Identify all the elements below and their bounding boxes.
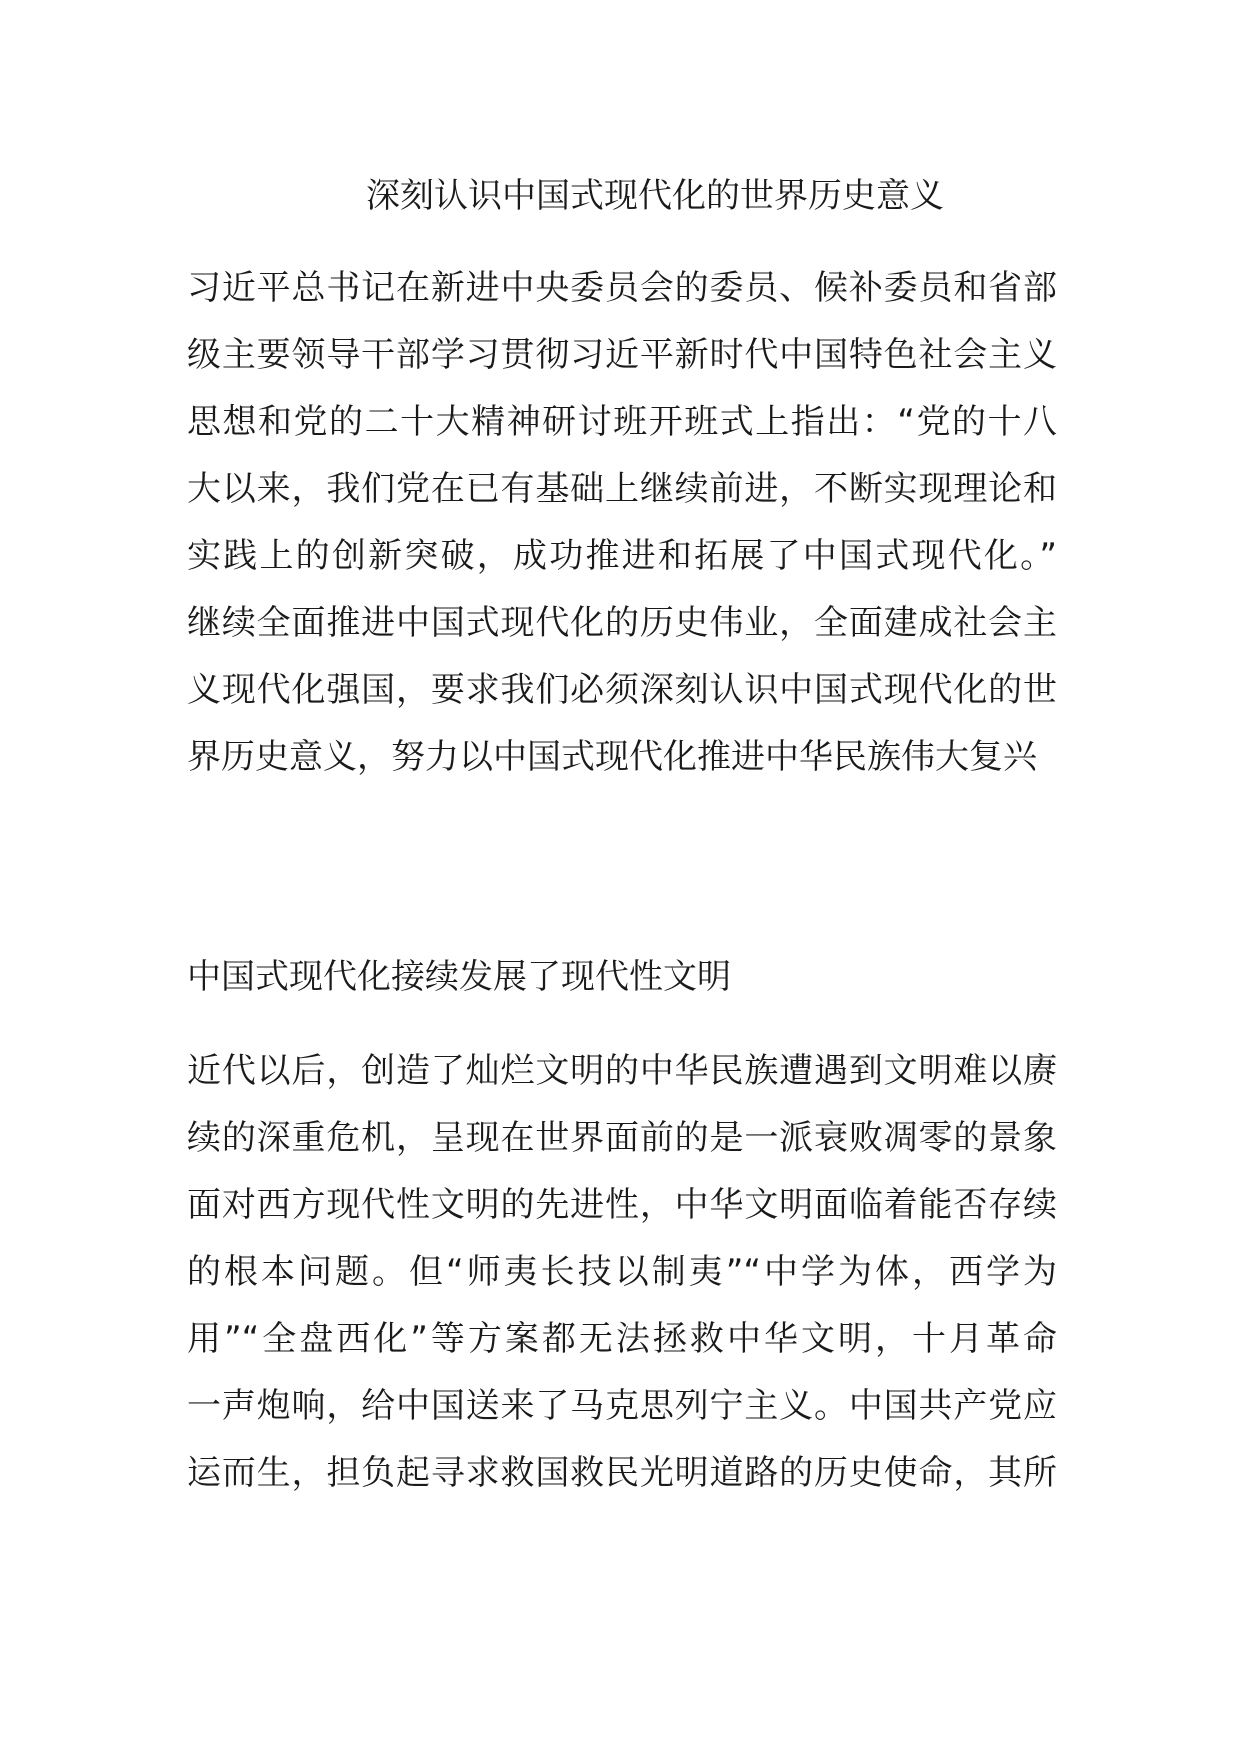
paragraph-1-line: 思想和党的二十大精神研讨班开班式上指出：“党的十八 (187, 402, 1057, 442)
paragraph-1-line: 习近平总书记在新进中央委员会的委员、候补委员和省部 (187, 268, 1057, 308)
paragraph-2-line: 运而生，担负起寻求救国救民光明道路的历史使命，其所 (187, 1453, 1057, 1493)
paragraph-1-line: 实践上的创新突破，成功推进和拓展了中国式现代化。” (187, 536, 1057, 576)
paragraph-2-line: 用”“全盘西化”等方案都无法拯救中华文明，十月革命 (187, 1319, 1057, 1359)
paragraph-1-line: 界历史意义，努力以中国式现代化推进中华民族伟大复兴 (187, 737, 1037, 777)
paragraph-2-line: 的根本问题。但“师夷长技以制夷”“中学为体，西学为 (187, 1252, 1057, 1292)
paragraph-2-line: 面对西方现代性文明的先进性，中华文明面临着能否存续 (187, 1185, 1057, 1225)
paragraph-2-line: 续的深重危机，呈现在世界面前的是一派衰败凋零的景象 (187, 1118, 1057, 1158)
document-title: 深刻认识中国式现代化的世界历史意义 (366, 176, 944, 216)
paragraph-2-line: 一声炮响，给中国送来了马克思列宁主义。中国共产党应 (187, 1386, 1057, 1426)
paragraph-2-line: 近代以后，创造了灿烂文明的中华民族遭遇到文明难以赓 (187, 1051, 1057, 1091)
paragraph-1-line: 继续全面推进中国式现代化的历史伟业，全面建成社会主 (187, 603, 1057, 643)
paragraph-1-line: 大以来，我们党在已有基础上继续前进，不断实现理论和 (187, 469, 1057, 509)
paragraph-1-line: 义现代化强国，要求我们必须深刻认识中国式现代化的世 (187, 670, 1057, 710)
section-heading: 中国式现代化接续发展了现代性文明 (187, 957, 731, 997)
paragraph-1-line: 级主要领导干部学习贯彻习近平新时代中国特色社会主义 (187, 335, 1057, 375)
